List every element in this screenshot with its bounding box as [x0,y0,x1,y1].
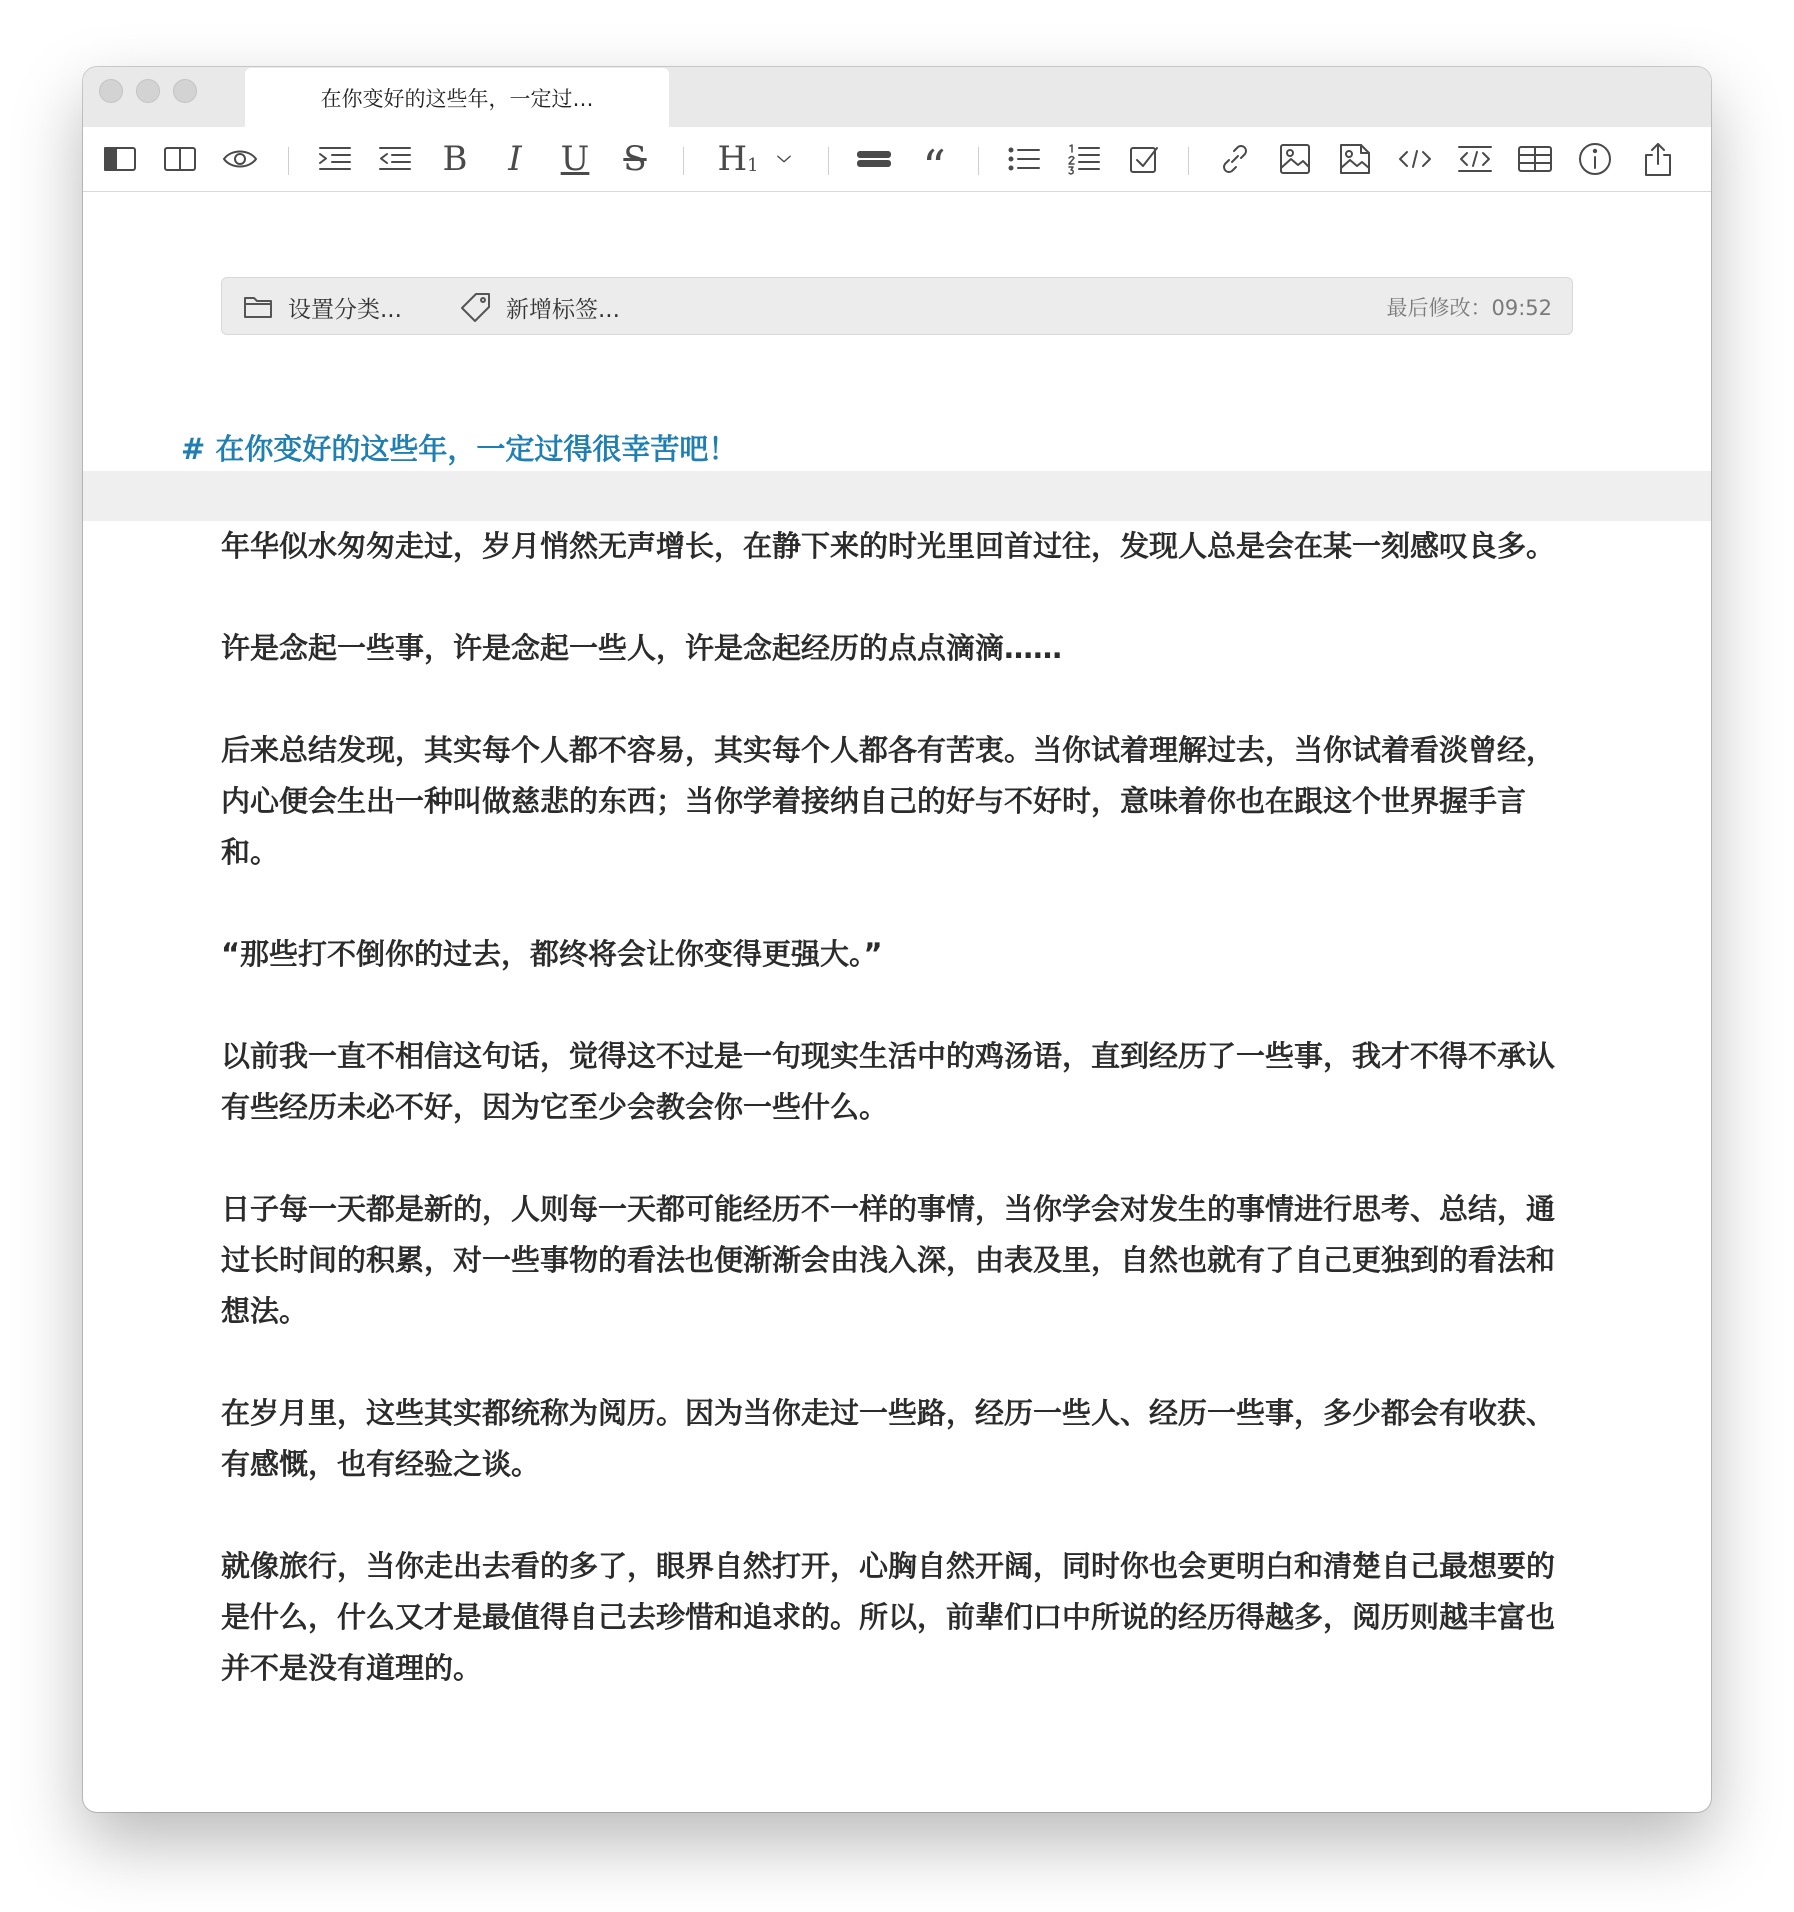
paragraph[interactable]: 年华似水匆匆走过，岁月悄然无声增长，在静下来的时光里回首过往，发现人总是会在某一刻感叹良多。 [221,529,1556,563]
paragraph[interactable]: 就像旅行，当你走出去看的多了，眼界自然打开，心胸自然开阔，同时你也会更明白和清楚自己最想要的是什么，什么又才是最值得自己去珍惜和追求的。所以，前辈们口中所说的经历得越多，阅历则越丰富也并不是没有道理的。 [221,1549,1556,1685]
paragraph[interactable]: 以前我一直不相信这句话，觉得这不过是一句现实生活中的鸡汤语，直到经历了一些事，我才不得不承认有些经历未必不好，因为它至少会教会你一些什么。 [221,1039,1556,1124]
numbered-list-icon[interactable] [1059,127,1109,191]
indent-increase-icon[interactable] [310,127,360,191]
image-upload-icon[interactable] [1330,127,1380,191]
indent-decrease-icon[interactable] [370,127,420,191]
tag-icon [460,291,492,323]
paragraph[interactable]: 后来总结发现，其实每个人都不容易，其实每个人都各有苦衷。当你试着理解过去，当你试着看淡曾经，内心便会生出一种叫做慈悲的东西；当你学着接纳自己的好与不好时，意味着你也在跟这个世界握手言和。 [221,733,1556,869]
share-icon[interactable] [1633,127,1683,191]
zoom-button[interactable] [173,79,197,103]
paragraph[interactable]: “那些打不倒你的过去，都终将会让你变得更强大。” [221,937,883,971]
formatting-toolbar [83,127,1711,192]
inline-code-icon[interactable] [1390,127,1440,191]
tag-label: 新增标签... [506,296,620,323]
italic-button[interactable]: I [508,139,522,179]
paragraph[interactable]: 许是念起一些事，许是念起一些人，许是念起经历的点点滴滴…… [221,631,1063,665]
minimize-button[interactable] [136,79,160,103]
document-meta-bar [221,277,1573,335]
category-label: 设置分类... [288,296,402,323]
underline-button[interactable]: U [560,139,590,179]
image-icon[interactable] [1270,127,1320,191]
close-button[interactable] [99,79,123,103]
document-tab[interactable] [245,68,669,127]
current-line-highlight [83,471,1711,521]
heading-button[interactable]: H 1 [717,139,759,179]
code-block-icon[interactable] [1450,127,1500,191]
folder-icon [242,291,274,323]
info-icon[interactable] [1570,127,1620,191]
link-icon[interactable] [1210,127,1260,191]
strikethrough-button[interactable]: S [623,139,647,179]
editor-window [83,67,1711,1812]
sidebar-toggle-icon[interactable] [95,127,145,191]
bold-button[interactable]: B [442,139,468,179]
table-icon[interactable] [1510,127,1560,191]
add-tag-button[interactable] [460,278,620,336]
set-category-button[interactable] [242,278,402,336]
split-view-icon[interactable] [155,127,205,191]
last-modified-text: 最后修改：09:52 [1386,296,1552,320]
paragraph[interactable]: 日子每一天都是新的，人则每一天都可能经历不一样的事情，当你学会对发生的事情进行思考、总结，通过长时间的积累，对一些事物的看法也便渐渐会由浅入深，由表及里，自然也就有了自己更独到的看法和想法。 [221,1192,1556,1328]
bullet-list-icon[interactable] [999,127,1049,191]
document-heading[interactable]: # 在你变好的这些年，一定过得很幸苦吧！ [181,432,738,466]
blockquote-icon[interactable]: “ [922,140,946,194]
window-controls [99,79,197,103]
paragraph[interactable]: 在岁月里，这些其实都统称为阅历。因为当你走过一些路，经历一些人、经历一些事，多少都会有收获、有感慨，也有经验之谈。 [221,1396,1556,1481]
heading-dropdown-icon[interactable] [766,127,802,191]
tab-title: 在你变好的这些年，一定过… [320,86,594,111]
task-list-icon[interactable] [1119,127,1169,191]
document-body[interactable] [221,521,1576,1745]
preview-eye-icon[interactable] [215,127,265,191]
title-bar [83,67,1711,127]
horizontal-rule-icon[interactable] [849,127,899,191]
